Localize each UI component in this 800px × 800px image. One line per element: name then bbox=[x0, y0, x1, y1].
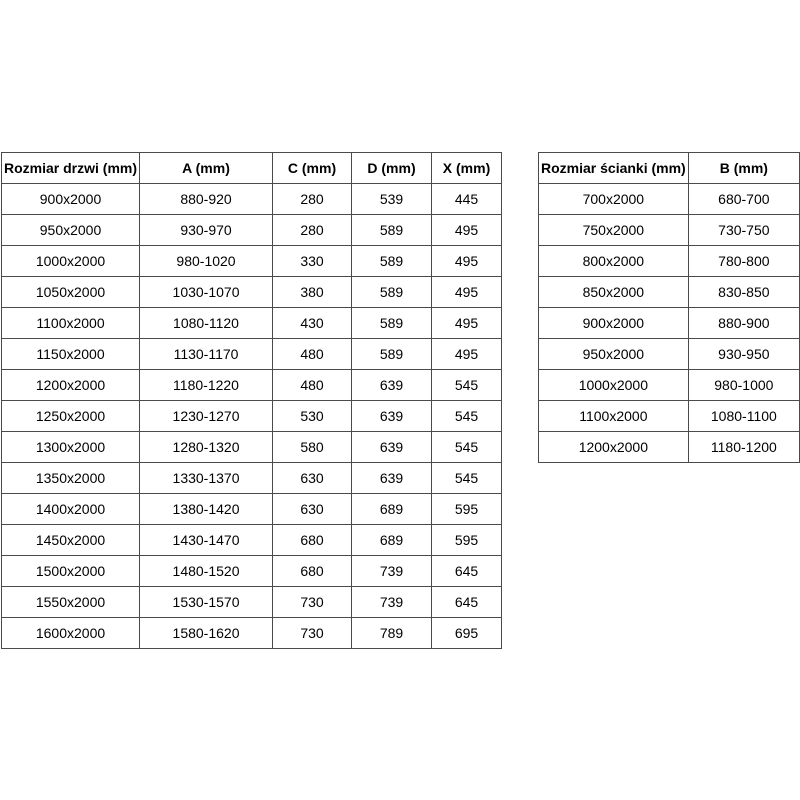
table-cell: 589 bbox=[352, 246, 432, 277]
table-cell: 589 bbox=[352, 308, 432, 339]
table-row bbox=[2, 370, 502, 401]
table-row bbox=[539, 370, 800, 401]
table-cell: 1230-1270 bbox=[140, 401, 273, 432]
table-row bbox=[539, 184, 800, 215]
table-cell: 639 bbox=[352, 432, 432, 463]
table-cell: 595 bbox=[432, 525, 502, 556]
table-cell: 630 bbox=[273, 494, 352, 525]
table-cell: 1130-1170 bbox=[140, 339, 273, 370]
table-cell: 1100x2000 bbox=[539, 401, 689, 432]
table-cell: 739 bbox=[352, 587, 432, 618]
table-cell: 280 bbox=[273, 184, 352, 215]
table-cell: 1180-1220 bbox=[140, 370, 273, 401]
table-cell: 830-850 bbox=[688, 277, 799, 308]
table-cell: 380 bbox=[273, 277, 352, 308]
table-cell: 789 bbox=[352, 618, 432, 649]
table-cell: 1400x2000 bbox=[2, 494, 140, 525]
table-cell: 1250x2000 bbox=[2, 401, 140, 432]
table-cell: 1430-1470 bbox=[140, 525, 273, 556]
table-cell: 645 bbox=[432, 587, 502, 618]
table-cell: 630 bbox=[273, 463, 352, 494]
table-cell: 1080-1100 bbox=[688, 401, 799, 432]
table-cell: 1000x2000 bbox=[2, 246, 140, 277]
table-cell: 980-1020 bbox=[140, 246, 273, 277]
table-cell: 445 bbox=[432, 184, 502, 215]
table-cell: 680 bbox=[273, 556, 352, 587]
table-row bbox=[2, 277, 502, 308]
table-cell: 1530-1570 bbox=[140, 587, 273, 618]
table-row bbox=[539, 308, 800, 339]
table-cell: 480 bbox=[273, 339, 352, 370]
table-cell: 1080-1120 bbox=[140, 308, 273, 339]
table-cell: 1600x2000 bbox=[2, 618, 140, 649]
table-row bbox=[2, 432, 502, 463]
table-cell: 730 bbox=[273, 618, 352, 649]
table-cell: 695 bbox=[432, 618, 502, 649]
table-cell: 495 bbox=[432, 277, 502, 308]
table-cell: 1180-1200 bbox=[688, 432, 799, 463]
table-cell: 1550x2000 bbox=[2, 587, 140, 618]
table-cell: 595 bbox=[432, 494, 502, 525]
table-row bbox=[2, 339, 502, 370]
table-cell: 539 bbox=[352, 184, 432, 215]
table-cell: 730 bbox=[273, 587, 352, 618]
wall-sizes-table bbox=[538, 152, 800, 463]
column-header: X (mm) bbox=[432, 153, 502, 184]
table-cell: 1150x2000 bbox=[2, 339, 140, 370]
table-cell: 1330-1370 bbox=[140, 463, 273, 494]
table-row bbox=[539, 277, 800, 308]
table-cell: 330 bbox=[273, 246, 352, 277]
table-cell: 739 bbox=[352, 556, 432, 587]
table-cell: 930-950 bbox=[688, 339, 799, 370]
table-row bbox=[2, 401, 502, 432]
table-cell: 580 bbox=[273, 432, 352, 463]
table-cell: 680 bbox=[273, 525, 352, 556]
table-cell: 1200x2000 bbox=[539, 432, 689, 463]
table-cell: 639 bbox=[352, 401, 432, 432]
door-sizes-table bbox=[1, 152, 502, 649]
table-cell: 545 bbox=[432, 463, 502, 494]
table-cell: 980-1000 bbox=[688, 370, 799, 401]
table-row bbox=[2, 308, 502, 339]
table-cell: 680-700 bbox=[688, 184, 799, 215]
column-header: A (mm) bbox=[140, 153, 273, 184]
table-row bbox=[2, 525, 502, 556]
table-cell: 730-750 bbox=[688, 215, 799, 246]
table-cell: 589 bbox=[352, 215, 432, 246]
table-cell: 689 bbox=[352, 494, 432, 525]
table-cell: 1000x2000 bbox=[539, 370, 689, 401]
column-header: B (mm) bbox=[688, 153, 799, 184]
table-row bbox=[2, 184, 502, 215]
table-row bbox=[539, 246, 800, 277]
table-cell: 495 bbox=[432, 246, 502, 277]
table-cell: 1050x2000 bbox=[2, 277, 140, 308]
table-cell: 589 bbox=[352, 277, 432, 308]
table-cell: 1350x2000 bbox=[2, 463, 140, 494]
table-cell: 639 bbox=[352, 370, 432, 401]
table-cell: 530 bbox=[273, 401, 352, 432]
column-header: Rozmiar drzwi (mm) bbox=[2, 153, 140, 184]
table-cell: 689 bbox=[352, 525, 432, 556]
table-row bbox=[539, 401, 800, 432]
table-cell: 1450x2000 bbox=[2, 525, 140, 556]
table-cell: 950x2000 bbox=[2, 215, 140, 246]
header-row bbox=[539, 153, 800, 184]
table-cell: 880-900 bbox=[688, 308, 799, 339]
table-row bbox=[539, 339, 800, 370]
table-cell: 639 bbox=[352, 463, 432, 494]
table-cell: 589 bbox=[352, 339, 432, 370]
table-cell: 1300x2000 bbox=[2, 432, 140, 463]
table-row bbox=[2, 587, 502, 618]
table-cell: 1200x2000 bbox=[2, 370, 140, 401]
table-cell: 430 bbox=[273, 308, 352, 339]
table-cell: 1380-1420 bbox=[140, 494, 273, 525]
table-row bbox=[2, 215, 502, 246]
table-cell: 545 bbox=[432, 370, 502, 401]
header-row bbox=[2, 153, 502, 184]
table-cell: 750x2000 bbox=[539, 215, 689, 246]
table-cell: 900x2000 bbox=[539, 308, 689, 339]
table-cell: 850x2000 bbox=[539, 277, 689, 308]
column-header: Rozmiar ścianki (mm) bbox=[539, 153, 689, 184]
table-row bbox=[539, 432, 800, 463]
table-cell: 495 bbox=[432, 308, 502, 339]
table-cell: 1580-1620 bbox=[140, 618, 273, 649]
table-row bbox=[2, 246, 502, 277]
table-row bbox=[2, 556, 502, 587]
column-header: D (mm) bbox=[352, 153, 432, 184]
table-cell: 495 bbox=[432, 339, 502, 370]
table-cell: 645 bbox=[432, 556, 502, 587]
table-cell: 480 bbox=[273, 370, 352, 401]
table-row bbox=[2, 618, 502, 649]
table-cell: 1100x2000 bbox=[2, 308, 140, 339]
table-cell: 1500x2000 bbox=[2, 556, 140, 587]
table-row bbox=[2, 463, 502, 494]
table-cell: 700x2000 bbox=[539, 184, 689, 215]
table-cell: 280 bbox=[273, 215, 352, 246]
column-header: C (mm) bbox=[273, 153, 352, 184]
table-cell: 800x2000 bbox=[539, 246, 689, 277]
table-row bbox=[539, 215, 800, 246]
table-cell: 1280-1320 bbox=[140, 432, 273, 463]
table-cell: 780-800 bbox=[688, 246, 799, 277]
table-cell: 545 bbox=[432, 432, 502, 463]
table-row bbox=[2, 494, 502, 525]
table-cell: 1030-1070 bbox=[140, 277, 273, 308]
table-cell: 880-920 bbox=[140, 184, 273, 215]
table-cell: 495 bbox=[432, 215, 502, 246]
table-cell: 950x2000 bbox=[539, 339, 689, 370]
table-cell: 900x2000 bbox=[2, 184, 140, 215]
table-cell: 930-970 bbox=[140, 215, 273, 246]
table-cell: 545 bbox=[432, 401, 502, 432]
table-cell: 1480-1520 bbox=[140, 556, 273, 587]
